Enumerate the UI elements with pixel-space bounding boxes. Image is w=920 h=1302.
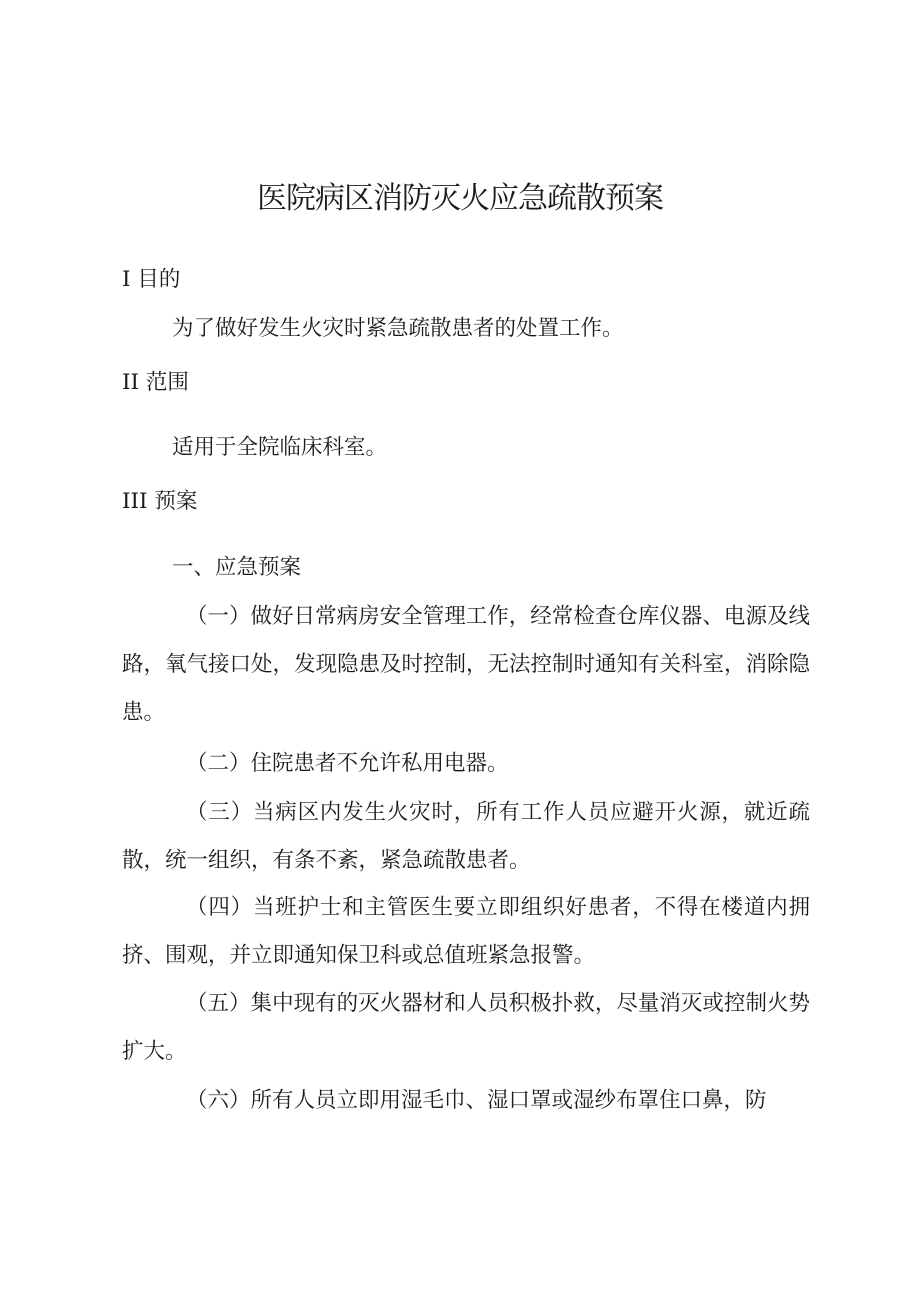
plan-item-6: （六）所有人员立即用湿毛巾、湿口罩或湿纱布罩住口鼻，防 bbox=[186, 1088, 767, 1113]
section-heading-scope: II 范围 bbox=[122, 370, 189, 395]
plan-subheading: 一、应急预案 bbox=[172, 555, 302, 580]
plan-item-4: （四）当班护士和主管医生要立即组织好患者，不得在楼道内拥挤、围观，并立即通知保卫科或总值班紧急报警。 bbox=[122, 895, 810, 968]
plan-item-1: （一）做好日常病房安全管理工作，经常检查仓库仪器、电源及线路，氧气接口处，发现隐患及时控制，无法控制时通知有关科室，消除隐患。 bbox=[122, 604, 811, 725]
section-heading-plan: III 预案 bbox=[122, 489, 198, 514]
section-heading-purpose: I 目的 bbox=[122, 267, 181, 292]
plan-item-2: （二）住院患者不允许私用电器。 bbox=[186, 751, 509, 776]
document-title: 医院病区消防灭火应急疏散预案 bbox=[257, 181, 663, 216]
scope-text: 适用于全院临床科室。 bbox=[172, 435, 388, 460]
plan-item-3: （三）当病区内发生火灾时，所有工作人员应避开火源，就近疏散，统一组织，有条不紊，紧急疏散患者。 bbox=[122, 800, 810, 873]
purpose-text: 为了做好发生火灾时紧急疏散患者的处置工作。 bbox=[172, 316, 624, 341]
plan-item-5: （五）集中现有的灭火器材和人员积极扑救，尽量消灭或控制火势扩大。 bbox=[122, 991, 810, 1064]
